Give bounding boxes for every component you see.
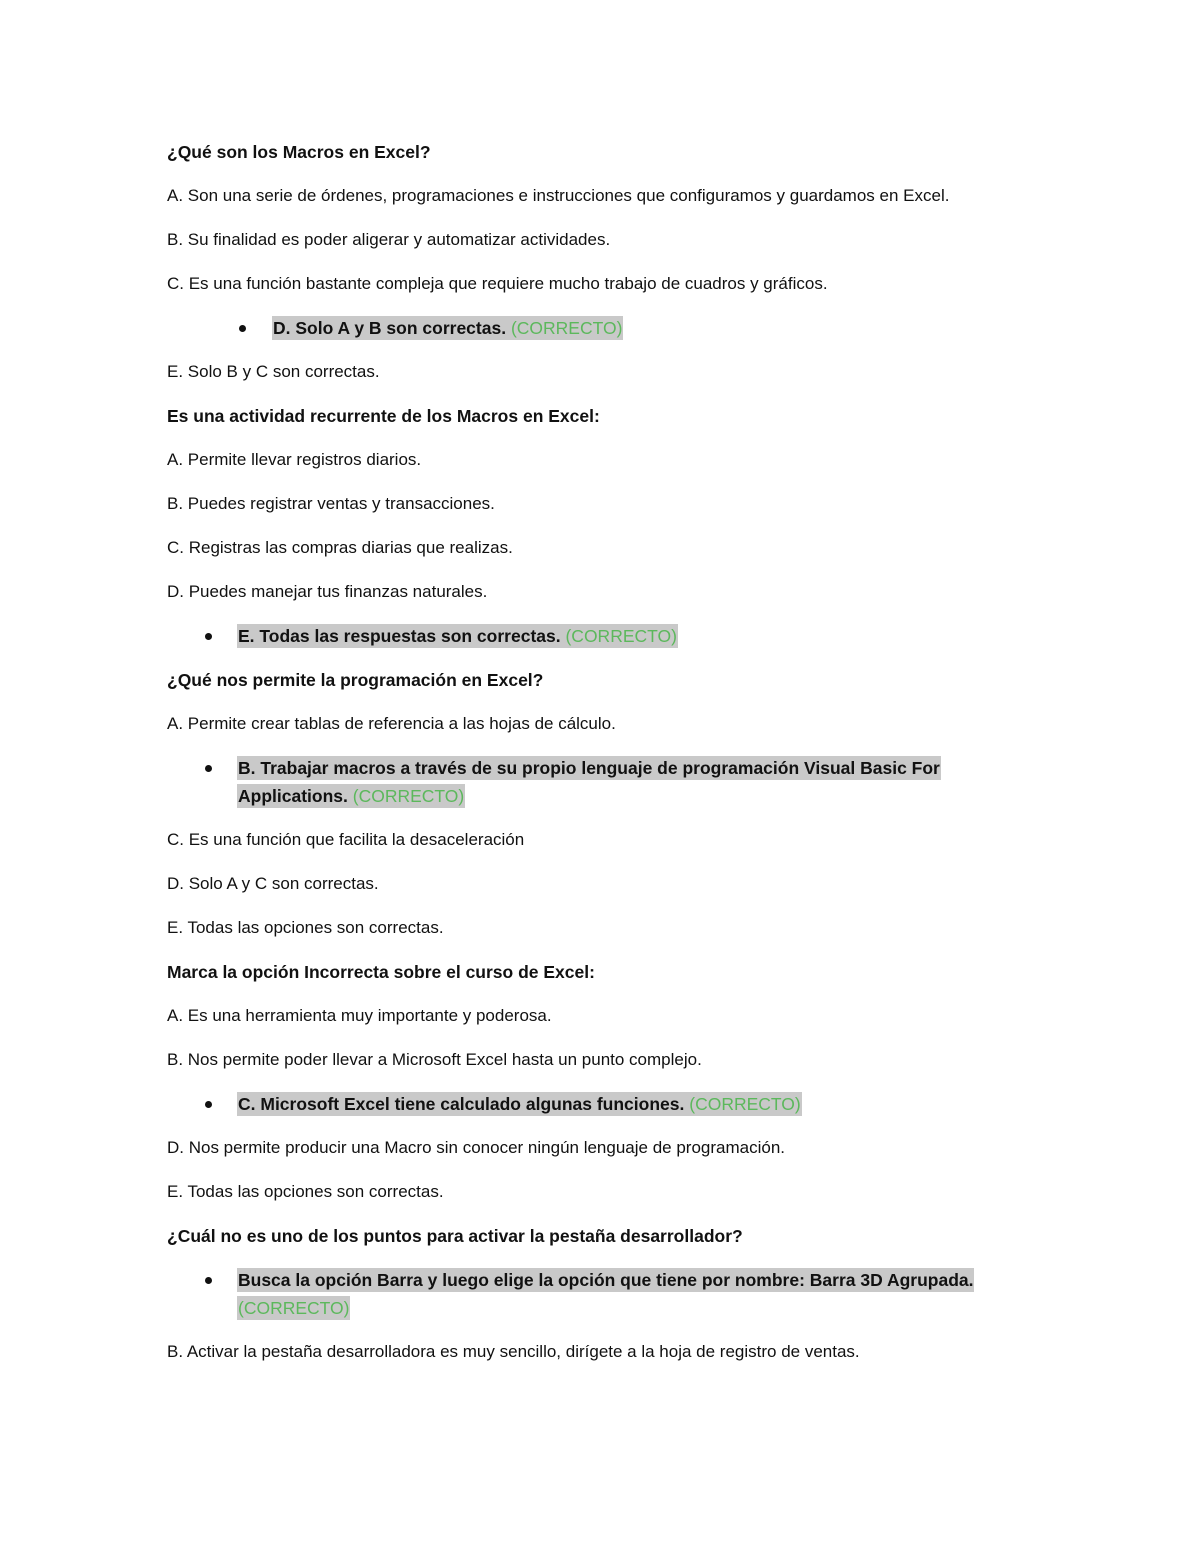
answer-option: E. Solo B y C son correctas.: [167, 362, 380, 381]
answer-option: A. Permite crear tablas de referencia a las hojas de cálculo.: [167, 714, 616, 733]
bullet-icon: [205, 633, 212, 640]
correct-answer-option: [167, 1090, 1047, 1118]
answer-option: B. Su finalidad es poder aligerar y automatizar actividades.: [167, 230, 611, 249]
answer-text: B. Trabajar macros a través de su propio lenguaje de programación Visual Basic For Applications.: [238, 758, 940, 806]
answer-text: D. Solo A y B son correctas.: [273, 318, 507, 338]
answer-option: C. Registras las compras diarias que realizas.: [167, 538, 513, 557]
answer-option: A. Permite llevar registros diarios.: [167, 450, 422, 469]
answer-option: D. Solo A y C son correctas.: [167, 874, 379, 893]
answer-option: C. Es una función bastante compleja que requiere mucho trabajo de cuadros y gráficos.: [167, 274, 828, 293]
answer-option: C. Es una función que facilita la desaceleración: [167, 830, 525, 849]
question-title: Es una actividad recurrente de los Macros en Excel:: [167, 406, 600, 426]
correct-answer-option: [167, 1266, 1047, 1322]
bullet-icon: [205, 1101, 212, 1108]
bullet-icon: [205, 1277, 212, 1284]
answer-option: E. Todas las opciones son correctas.: [167, 1182, 444, 1201]
question-title: ¿Qué son los Macros en Excel?: [167, 142, 431, 162]
question-title: ¿Cuál no es uno de los puntos para activar la pestaña desarrollador?: [167, 1226, 743, 1246]
answer-option: B. Activar la pestaña desarrolladora es muy sencillo, dirígete a la hoja de registro de ventas.: [167, 1342, 860, 1361]
correct-tag: (CORRECTO): [352, 786, 465, 806]
answer-text: C. Microsoft Excel tiene calculado algunas funciones.: [238, 1094, 685, 1114]
correct-tag: (CORRECTO): [689, 1094, 801, 1114]
answer-option: A. Es una herramienta muy importante y poderosa.: [167, 1006, 552, 1025]
answer-text: E. Todas las respuestas son correctas.: [238, 626, 561, 646]
correct-tag: (CORRECTO): [510, 318, 623, 338]
correct-answer-option: [167, 754, 1047, 810]
answer-option: E. Todas las opciones son correctas.: [167, 918, 444, 937]
question-title: Marca la opción Incorrecta sobre el curso de Excel:: [167, 962, 595, 982]
answer-option: D. Nos permite producir una Macro sin conocer ningún lenguaje de programación.: [167, 1138, 786, 1157]
highlighted-answer: [237, 1268, 974, 1320]
highlighted-answer: [237, 624, 678, 648]
bullet-icon: [239, 325, 246, 332]
answer-option: B. Puedes registrar ventas y transacciones.: [167, 494, 495, 513]
question-title: ¿Qué nos permite la programación en Excel?: [167, 670, 544, 690]
correct-answer-option: [167, 314, 1047, 342]
correct-tag: (CORRECTO): [565, 626, 677, 646]
highlighted-answer: [237, 1092, 802, 1116]
answer-option: A. Son una serie de órdenes, programaciones e instrucciones que configuramos y guardamos en Excel.: [167, 186, 950, 205]
answer-text: Busca la opción Barra y luego elige la opción que tiene por nombre: Barra 3D Agrupada.: [238, 1270, 974, 1290]
correct-tag: (CORRECTO): [238, 1298, 350, 1318]
highlighted-answer: [237, 756, 941, 808]
answer-option: D. Puedes manejar tus finanzas naturales.: [167, 582, 488, 601]
highlighted-answer: [272, 316, 623, 340]
correct-answer-option: [167, 622, 1047, 650]
quiz-content: [167, 138, 1047, 1382]
answer-option: B. Nos permite poder llevar a Microsoft Excel hasta un punto complejo.: [167, 1050, 702, 1069]
bullet-icon: [205, 765, 212, 772]
